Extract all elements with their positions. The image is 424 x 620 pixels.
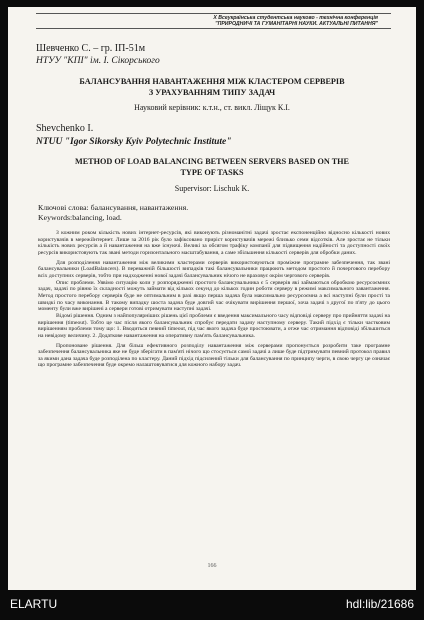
page-number: 166 — [207, 563, 217, 569]
keywords-en: Keywords:balancing, load. — [38, 213, 122, 222]
conference-line-1: X Всеукраїнська студентська науково - технічна конференція — [213, 15, 378, 21]
paragraph-load-balancers: Для розподілення навантаження між великими кластерами серверів використовуються проміжне програмне забезпечення, так звані балансувальники (LoadBalancers). В переважній більшості випадків такі балансувальники працюють методом простого й почергового перебору всіх доступних серверів, тобто при надходженні нової задачі балансувальник нічого не враховує окрім чергового серверів. — [38, 259, 390, 279]
title-en-line-1: METHOD OF LOAD BALANCING BETWEEN SERVERS BASED ON THE — [74, 157, 350, 166]
paragraph-proposed-solution: Пропоноване рішення. Для більш ефективного розподілу навантаження між серверами пропонується розробити таке програмне забезпечення балансувальника яке не буде зберігати в пам'яті нічого що стосується самої задачі а лише буде підтримувати певний протокол правил за якими дана задача буде розподілена по кластеру. Даний підхід підсилений тільки для балансування по принципу черги, в свою чергу це означає що програмне забезпечення буде окремо налаштовуватися для кожного набору задач. — [38, 342, 390, 369]
title-en-line-2: TYPE OF TASKS — [180, 168, 244, 177]
body-text — [38, 230, 390, 369]
title-ua-line-2: З УРАХУВАННЯМ ТИПУ ЗАДАЧ — [148, 88, 276, 97]
author-ua: Шевченко С. – гр. ІП-51м — [36, 43, 146, 54]
supervisor-ua: Науковий керівник: к.т.н., ст. викл. Ліщук К.І. — [134, 103, 290, 112]
institution-ua: НТУУ "КПІ" ім. І. Сікорського — [36, 56, 160, 66]
document-page — [8, 7, 416, 590]
author-en: Shevchenko I. — [36, 123, 94, 134]
header-rule-bottom — [36, 28, 391, 29]
keywords-ua: Ключові слова: балансування, навантаження. — [38, 203, 189, 212]
paragraph-problem: Опис проблеми. Уявімо ситуацію коли у розпорядженні простого балансувальника є 5 серверів які займаються обробкою ресурсоємних задач, задачі по рівню їх складності можуть займати від кількох секунд до кількох годин роботи серверу в режимі максимального завантаження. Метод простого перебору серверів буде не оптимальним в разі якщо перша задача була максимально ресурсоємна а всі наступні були прості та швидкі по часу виконання. В такому випадку шоста задача буде довгий час очікувати вирішення першої, хоча задачі з другої по п'яту до цього моменту були вже вирішені а сервери готові отримувати наступні задачі. — [38, 279, 390, 313]
header-rule-top — [36, 13, 391, 14]
title-ua-line-1: БАЛАНСУВАННЯ НАВАНТАЖЕННЯ МІЖ КЛАСТЕРОМ СЕРВЕРІВ — [79, 77, 345, 86]
conference-line-2: "ПРИРОДНИЧІ ТА ГУМАНІТАРНІ НАУКИ. АКТУАЛЬНІ ПИТАННЯ" — [215, 21, 378, 27]
footer-repository-label: ELARTU — [10, 597, 58, 611]
institution-en: NTUU "Igor Sikorsky Kyiv Polytechnic Institute" — [36, 137, 232, 147]
supervisor-en: Supervisor: Lischuk K. — [174, 184, 250, 193]
paragraph-intro: З кожним роком кількість нових інтернет-ресурсів, які виконують різноманітні задачі зростає експоненційно відносно кількості нових користувачів в мережіІнтернет. Лише за 2016 рік було зафіксовано приріст користувачів мережі близько семи відсотків. Але зростає не тільки кількість нових ресурсів а й навантаження на вже існуючі. Великі за обсягом трафіку компанії для підвищення надійності та доступності своїх ресурсів використовують так звані методи горизонтального масштабування, а саме збільшення кількості серверів для обробки даних. — [38, 230, 390, 256]
footer-handle-id: hdl:lib/21686 — [345, 597, 414, 611]
paragraph-known-solutions: Відомі рішення. Одним з найпопулярніших рішень цієї проблеми є введення максимального часу відповіді серверу про прийняття задачі на вирішення (timeout). Тобто це час після якого балансувальник спробує передати задачу наступному серверу. Такий підхід є тільки частковим вирішенням проблеми тому що: 1. Вводиться певний timeout, під час якого задача буде простоювати, а отже час отримання відповіді збільшиться на невідому величину. 2. Додаткове навантаження на оперативну пам'ять балансувальника. — [38, 312, 390, 339]
